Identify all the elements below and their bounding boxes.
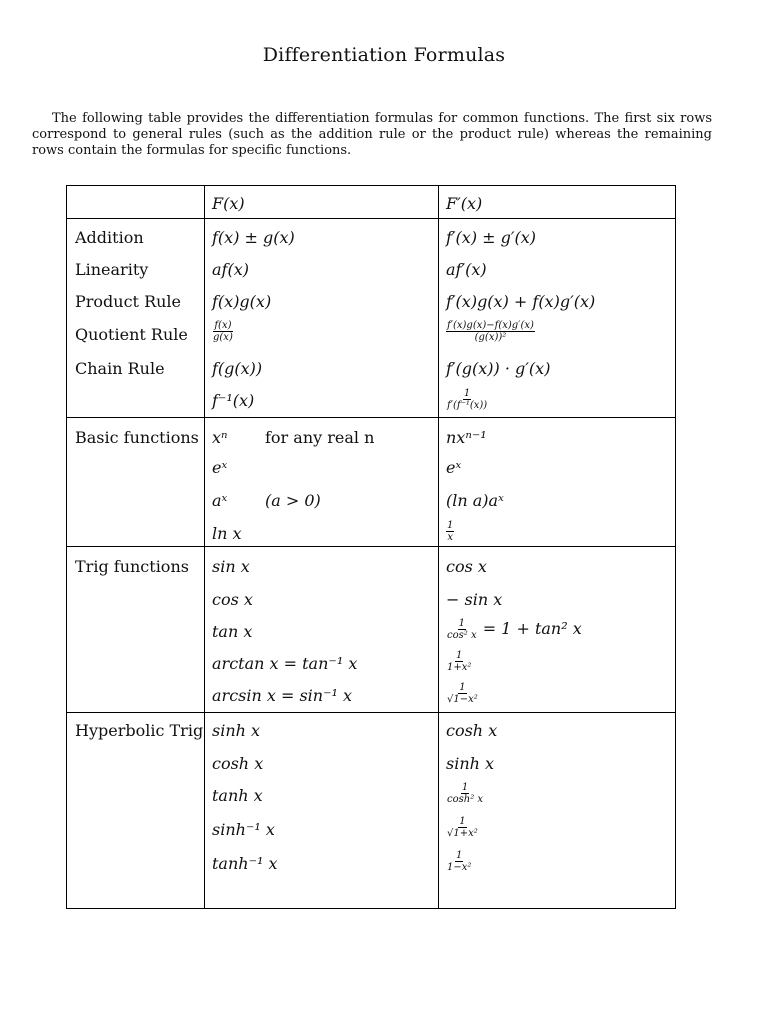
numerator: 1 xyxy=(458,618,465,629)
denominator: √1−x² xyxy=(447,694,478,705)
derivative-cell: − sin x xyxy=(446,590,503,609)
derivative-cell xyxy=(446,520,454,543)
derivative-cell: f′(x)g(x) + f(x)g′(x) xyxy=(446,292,596,311)
derivative-cell: sinh x xyxy=(446,754,495,773)
row-divider xyxy=(67,218,675,219)
derivative-cell: cosh x xyxy=(446,721,498,740)
fraction xyxy=(446,388,488,411)
function-cell: eˣ xyxy=(212,458,228,477)
function-cell: sin x xyxy=(212,557,250,576)
fraction xyxy=(446,782,484,805)
row-label: Chain Rule xyxy=(75,359,165,378)
numerator: 1 xyxy=(461,782,469,793)
denominator: (g(x))² xyxy=(474,332,507,343)
function-cell: sinh⁻¹ x xyxy=(212,820,275,839)
derivative-cell xyxy=(446,650,472,673)
row-label: Quotient Rule xyxy=(75,325,188,344)
denominator: cos² x xyxy=(447,630,477,641)
fraction xyxy=(212,320,234,343)
derivative-cell: cos x xyxy=(446,557,487,576)
derivative-cell xyxy=(446,682,479,705)
intro-paragraph: The following table provides the differentiation formulas for common functions. The first six rows correspond to general rules (such as the addition rule or the product rule) whereas the remaining rows contain the formulas for specific functions. xyxy=(32,111,712,158)
denominator: 1−x² xyxy=(447,862,472,873)
row-divider xyxy=(67,712,675,713)
function-cell: xⁿ xyxy=(212,428,228,447)
function-cell: af(x) xyxy=(212,260,249,279)
numerator: 1 xyxy=(456,850,463,861)
section-label: Basic functions xyxy=(75,428,199,447)
derivative-tail: = 1 + tan² x xyxy=(482,619,582,638)
page-title: Differentiation Formulas xyxy=(262,44,506,66)
denominator: cosh² x xyxy=(447,794,484,805)
numerator: f′(x)g(x)−f(x)g′(x) xyxy=(447,320,534,331)
function-cell: tanh⁻¹ x xyxy=(212,854,278,873)
derivative-cell xyxy=(446,388,488,411)
fraction xyxy=(446,650,472,673)
denominator: f′(f⁻¹(x)) xyxy=(447,400,488,411)
denominator: √1+x² xyxy=(447,828,478,839)
function-cell: aˣ xyxy=(212,491,228,510)
derivative-cell: af′(x) xyxy=(446,260,487,279)
numerator: 1 xyxy=(459,816,466,827)
fraction xyxy=(446,816,479,839)
function-cell: tan x xyxy=(212,622,253,641)
numerator: f(x) xyxy=(214,320,232,331)
function-note: (a > 0) xyxy=(265,491,321,510)
fraction xyxy=(446,682,479,705)
numerator: 1 xyxy=(447,520,454,531)
function-cell: cosh x xyxy=(212,754,264,773)
function-cell: f(x) ± g(x) xyxy=(212,228,295,247)
derivative-cell xyxy=(446,618,582,641)
row-label: Linearity xyxy=(75,260,149,279)
function-cell: sinh x xyxy=(212,721,261,740)
derivative-cell: eˣ xyxy=(446,458,462,477)
formula-table xyxy=(66,185,676,909)
denominator: 1+x² xyxy=(447,662,472,673)
fraction xyxy=(446,850,472,873)
function-cell: ln x xyxy=(212,524,242,543)
numerator: 1 xyxy=(463,388,471,399)
derivative-cell xyxy=(446,782,484,805)
function-cell: tanh x xyxy=(212,786,263,805)
function-cell: arcsin x = sin⁻¹ x xyxy=(212,686,353,705)
function-cell: f(x)g(x) xyxy=(212,292,272,311)
function-cell: arctan x = tan⁻¹ x xyxy=(212,654,358,673)
derivative-cell xyxy=(446,850,472,873)
derivative-cell: nxⁿ⁻¹ xyxy=(446,428,487,447)
section-label: Hyperbolic Trig xyxy=(75,721,204,740)
function-cell: f⁻¹(x) xyxy=(212,391,255,410)
row-label: Product Rule xyxy=(75,292,182,311)
derivative-cell: (ln a)aˣ xyxy=(446,491,504,510)
denominator: x xyxy=(447,532,453,543)
numerator: 1 xyxy=(459,682,466,693)
numerator: 1 xyxy=(456,650,463,661)
derivative-cell xyxy=(446,816,479,839)
derivative-cell xyxy=(446,320,535,343)
function-note: for any real n xyxy=(265,428,375,447)
denominator: g(x) xyxy=(213,332,233,343)
header-function: F(x) xyxy=(212,194,245,213)
function-cell: cos x xyxy=(212,590,253,609)
function-cell: f(g(x)) xyxy=(212,359,263,378)
row-divider xyxy=(67,417,675,418)
row-label: Addition xyxy=(75,228,144,247)
row-divider xyxy=(67,546,675,547)
header-derivative: F′(x) xyxy=(446,194,483,213)
derivative-cell: f′(x) ± g′(x) xyxy=(446,228,537,247)
fraction xyxy=(446,320,535,343)
column-divider xyxy=(438,186,439,908)
function-cell xyxy=(212,320,234,343)
section-label: Trig functions xyxy=(75,557,189,576)
derivative-cell: f′(g(x)) · g′(x) xyxy=(446,359,551,378)
fraction xyxy=(446,618,478,641)
column-divider xyxy=(204,186,205,908)
fraction xyxy=(446,520,454,543)
